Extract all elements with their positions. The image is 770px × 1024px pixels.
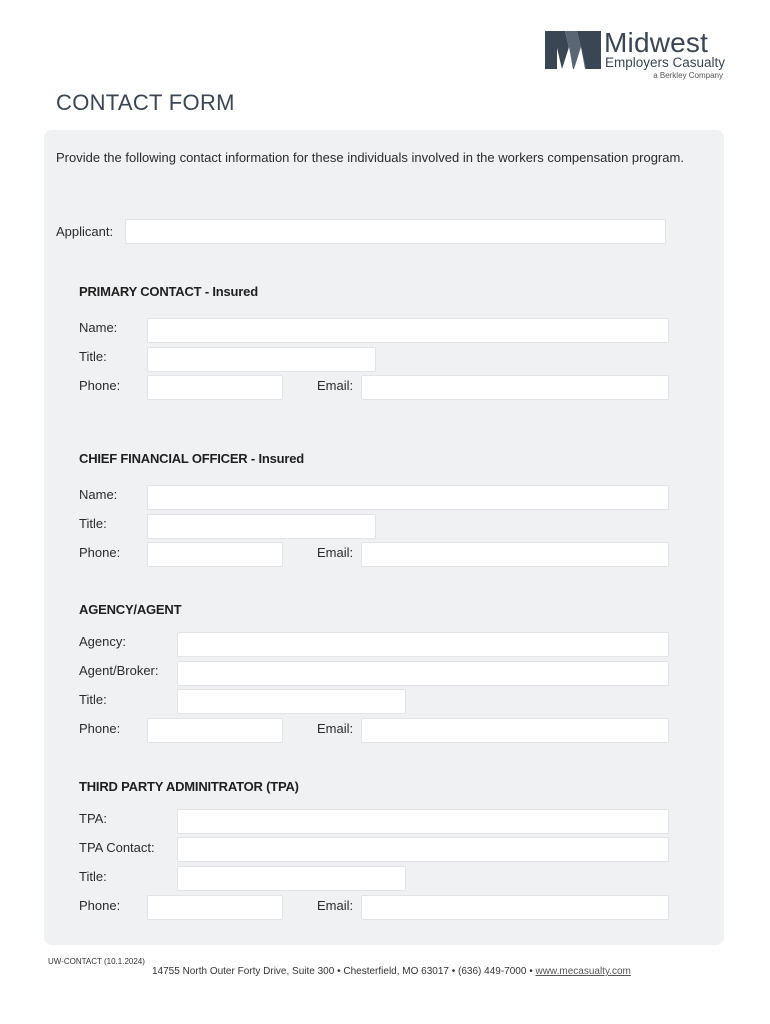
agency-email-input[interactable] xyxy=(361,718,669,743)
tpa-input[interactable] xyxy=(177,809,669,834)
primary-contact-heading: PRIMARY CONTACT - Insured xyxy=(79,284,258,299)
tpa-title-label: Title: xyxy=(79,869,107,884)
agent-broker-input[interactable] xyxy=(177,661,669,686)
footer-address-line xyxy=(152,966,631,977)
website-link[interactable]: www.mecasualty.com xyxy=(535,966,631,977)
primary-title-label: Title: xyxy=(79,349,107,364)
applicant-input[interactable] xyxy=(125,219,666,244)
cfo-phone-label: Phone: xyxy=(79,545,121,560)
agent-broker-label: Agent/Broker: xyxy=(79,663,159,678)
cfo-title-label: Title: xyxy=(79,516,107,531)
tpa-phone-input[interactable] xyxy=(147,895,283,920)
primary-email-label: Email: xyxy=(317,378,354,393)
agency-heading: AGENCY/AGENT xyxy=(79,602,182,617)
logo-tagline: a Berkley Company xyxy=(653,71,723,80)
company-logo xyxy=(545,27,726,83)
agency-phone-input[interactable] xyxy=(147,718,283,743)
tpa-label: TPA: xyxy=(79,811,107,826)
cfo-title-input[interactable] xyxy=(147,514,376,539)
primary-phone-label: Phone: xyxy=(79,378,121,393)
cfo-name-input[interactable] xyxy=(147,485,669,510)
tpa-phone-label: Phone: xyxy=(79,898,121,913)
form-code: UW-CONTACT (10.1.2024) xyxy=(48,957,145,966)
tpa-heading: THIRD PARTY ADMINITRATOR (TPA) xyxy=(79,779,299,794)
cfo-email-input[interactable] xyxy=(361,542,669,567)
primary-name-label: Name: xyxy=(79,320,118,335)
tpa-email-input[interactable] xyxy=(361,895,669,920)
applicant-label: Applicant: xyxy=(56,224,114,239)
tpa-email-label: Email: xyxy=(317,898,354,913)
footer-address: 14755 North Outer Forty Drive, Suite 300 • Chesterfield, MO 63017 • (636) 449-7000 • xyxy=(152,966,533,977)
agency-email-label: Email: xyxy=(317,721,354,736)
intro-text: Provide the following contact information for these individuals involved in the workers compensation program. xyxy=(56,150,684,165)
cfo-email-label: Email: xyxy=(317,545,354,560)
cfo-heading: CHIEF FINANCIAL OFFICER - Insured xyxy=(79,451,304,466)
agency-phone-label: Phone: xyxy=(79,721,121,736)
logo-name: Midwest xyxy=(604,27,709,58)
page-title: CONTACT FORM xyxy=(56,90,235,115)
tpa-title-input[interactable] xyxy=(177,866,406,891)
tpa-contact-label: TPA Contact: xyxy=(79,840,155,855)
agency-title-label: Title: xyxy=(79,692,107,707)
agency-label: Agency: xyxy=(79,634,126,649)
agency-title-input[interactable] xyxy=(177,689,406,714)
primary-email-input[interactable] xyxy=(361,375,669,400)
cfo-name-label: Name: xyxy=(79,487,118,502)
mw-logo-mark-icon xyxy=(545,31,601,69)
primary-name-input[interactable] xyxy=(147,318,669,343)
primary-phone-input[interactable] xyxy=(147,375,283,400)
logo-subtitle: Employers Casualty xyxy=(605,55,726,70)
tpa-contact-input[interactable] xyxy=(177,837,669,862)
cfo-phone-input[interactable] xyxy=(147,542,283,567)
agency-input[interactable] xyxy=(177,632,669,657)
primary-title-input[interactable] xyxy=(147,347,376,372)
